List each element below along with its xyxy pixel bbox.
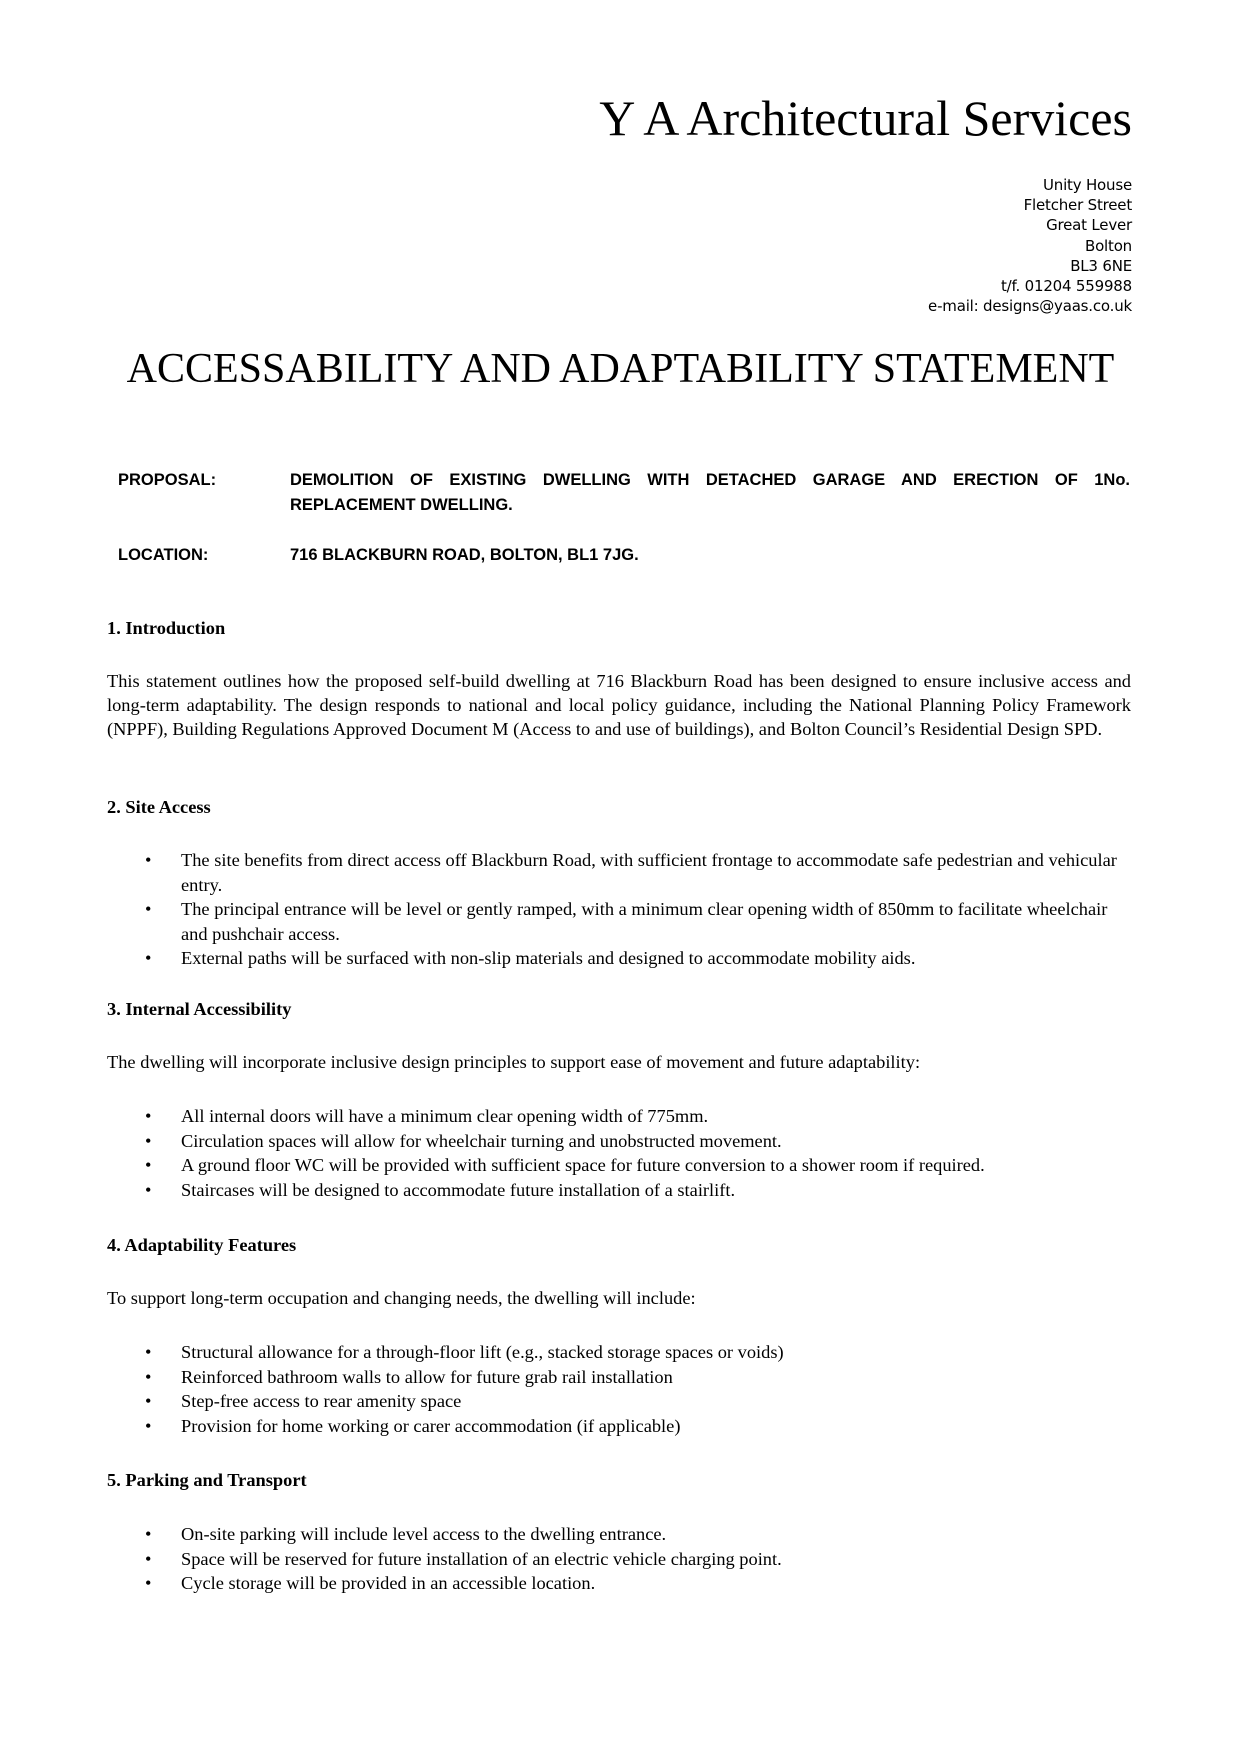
list-item-text: The site benefits from direct access off Blackburn Road, with sufficient frontage to accommodate safe pedestrian and vehicular entry.	[181, 850, 1117, 895]
list-item	[107, 1178, 1131, 1203]
list-item	[107, 1414, 1131, 1439]
bullet-icon: •	[145, 1524, 152, 1544]
list-item	[107, 1153, 1131, 1178]
bullet-icon: •	[145, 1130, 152, 1151]
company-name: Y A Architectural Services	[599, 90, 1132, 146]
list-item-text: Staircases will be designed to accommodate future installation of a stairlift.	[181, 1179, 736, 1200]
list-item	[107, 1129, 1131, 1154]
site-access-list	[107, 848, 1131, 971]
bullet-icon: •	[145, 1342, 152, 1362]
location-row	[118, 543, 1130, 568]
phone-line: t/f. 01204 559988	[1000, 277, 1132, 296]
adaptability-features-intro: To support long-term occupation and changing needs, the dwelling will include:	[107, 1288, 696, 1308]
list-item	[107, 1365, 1131, 1390]
section-heading-parking-transport: 5. Parking and Transport	[107, 1470, 307, 1490]
list-item	[107, 1547, 1131, 1572]
list-item	[107, 1104, 1131, 1129]
address-line: BL3 6NE	[1070, 256, 1132, 275]
list-item-text: Structural allowance for a through-floor lift (e.g., stacked storage spaces or voids)	[181, 1342, 784, 1362]
bullet-icon: •	[145, 850, 152, 870]
section-heading-site-access: 2. Site Access	[107, 797, 211, 817]
list-item-text: Step-free access to rear amenity space	[181, 1391, 462, 1411]
company-address	[928, 175, 1132, 316]
internal-accessibility-intro: The dwelling will incorporate inclusive design principles to support ease of movement and future adaptability:	[107, 1052, 921, 1072]
list-item	[107, 946, 1131, 971]
adaptability-features-list	[107, 1340, 1131, 1438]
list-item	[107, 1571, 1131, 1596]
address-line: Bolton	[1084, 236, 1132, 255]
address-line: Unity House	[1043, 176, 1132, 194]
list-item-text: A ground floor WC will be provided with sufficient space for future conversion to a shower room if required.	[181, 1155, 985, 1175]
bullet-icon: •	[145, 948, 152, 968]
list-item	[107, 897, 1131, 946]
proposal-row	[118, 468, 1130, 518]
section-heading-adaptability-features: 4. Adaptability Features	[107, 1235, 297, 1255]
bullet-icon: •	[145, 1548, 152, 1569]
section-heading-introduction: 1. Introduction	[107, 618, 226, 638]
proposal-label: PROPOSAL:	[118, 471, 217, 489]
list-item-text: External paths will be surfaced with non-slip materials and designed to accommodate mobility aids.	[181, 948, 916, 968]
list-item-text: Provision for home working or carer accommodation (if applicable)	[181, 1415, 681, 1436]
bullet-icon: •	[145, 1179, 152, 1200]
bullet-icon: •	[145, 1366, 152, 1387]
proposal-value: DEMOLITION OF EXISTING DWELLING WITH DETACHED GARAGE AND ERECTION OF 1No. REPLACEMENT DWELLING.	[290, 471, 1130, 514]
bullet-icon: •	[145, 899, 152, 919]
address-line: Great Lever	[1046, 216, 1132, 235]
location-value: 716 BLACKBURN ROAD, BOLTON, BL1 7JG.	[290, 546, 639, 564]
list-item	[107, 1522, 1131, 1547]
location-label: LOCATION:	[118, 546, 209, 564]
list-item	[107, 848, 1131, 897]
list-item-text: All internal doors will have a minimum clear opening width of 775mm.	[181, 1106, 709, 1126]
bullet-icon: •	[145, 1155, 152, 1175]
section-heading-internal-accessibility: 3. Internal Accessibility	[107, 999, 292, 1019]
bullet-icon: •	[145, 1573, 152, 1593]
list-item	[107, 1340, 1131, 1365]
internal-accessibility-list	[107, 1104, 1131, 1202]
address-line: Fletcher Street	[1023, 196, 1132, 215]
bullet-icon: •	[145, 1391, 152, 1411]
list-item-text: Cycle storage will be provided in an accessible location.	[181, 1573, 596, 1593]
bullet-icon: •	[145, 1106, 152, 1126]
list-item-text: On-site parking will include level access to the dwelling entrance.	[181, 1524, 667, 1544]
list-item-text: Circulation spaces will allow for wheelchair turning and unobstructed movement.	[181, 1130, 782, 1151]
introduction-paragraph: This statement outlines how the proposed self-build dwelling at 716 Blackburn Road has been designed to ensure inclusive access and long-term adaptability. The design responds to national and local policy guidance, including the National Planning Policy Framework (NPPF), Building Regulations Approved Document M (Access to and use of buildings), and Bolton Council’s Residential Design SPD.	[107, 671, 1131, 739]
bullet-icon: •	[145, 1415, 152, 1436]
document-title: ACCESSABILITY AND ADAPTABILITY STATEMENT	[126, 346, 1115, 392]
parking-transport-list	[107, 1522, 1131, 1596]
list-item-text: Reinforced bathroom walls to allow for future grab rail installation	[181, 1366, 673, 1387]
email-line: e-mail: designs@yaas.co.uk	[928, 297, 1132, 316]
list-item-text: Space will be reserved for future installation of an electric vehicle charging point.	[181, 1548, 782, 1569]
list-item	[107, 1389, 1131, 1414]
list-item-text: The principal entrance will be level or gently ramped, with a minimum clear opening width of 850mm to facilitate wheelchair and pushchair access.	[181, 899, 1108, 944]
